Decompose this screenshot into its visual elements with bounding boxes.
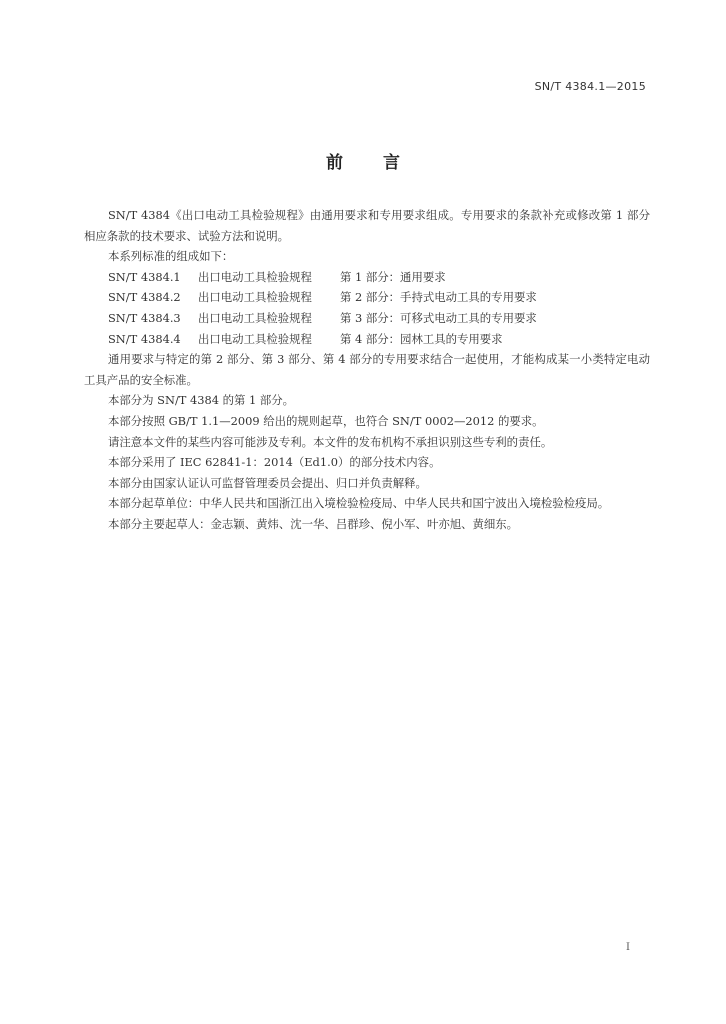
list-item-code: SN/T 4384.1 [108, 269, 181, 284]
paragraph-drafting-rules: 本部分按照 GB/T 1.1—2009 给出的规则起草，也符合 SN/T 0002—2012 的要求。 [108, 413, 544, 428]
list-item-part: 第 2 部分：手持式电动工具的专用要求 [340, 290, 537, 305]
paragraph-adoption: 本部分采用了 IEC 62841-1：2014（Ed1.0）的部分技术内容。 [108, 455, 441, 470]
list-item [84, 329, 650, 350]
foreword-body [84, 205, 650, 535]
paragraph-proposer: 本部分由国家认证认可监督管理委员会提出、归口并负责解释。 [108, 475, 427, 490]
paragraph-patent-notice: 请注意本文件的某些内容可能涉及专利。本文件的发布机构不承担识别这些专利的责任。 [108, 434, 553, 449]
list-item-code: SN/T 4384.2 [108, 290, 181, 305]
list-item-name: 出口电动工具检验规程 [198, 269, 312, 284]
list-item-part: 第 4 部分：园林工具的专用要求 [340, 331, 503, 346]
list-item-name: 出口电动工具检验规程 [198, 310, 312, 325]
paragraph-part-number: 本部分为 SN/T 4384 的第 1 部分。 [108, 393, 295, 408]
list-item-code: SN/T 4384.4 [108, 331, 181, 346]
series-list [84, 267, 650, 349]
standard-code: SN/T 4384.1—2015 [534, 80, 646, 93]
page-title: 前言 [326, 153, 440, 173]
paragraph-intro: SN/T 4384《出口电动工具检验规程》由通用要求和专用要求组成。专用要求的条款补充或修改第 1 部分相应条款的技术要求、试验方法和说明。 [84, 208, 650, 243]
list-item-part: 第 1 部分：通用要求 [340, 269, 446, 284]
list-item-name: 出口电动工具检验规程 [198, 290, 312, 305]
list-item [84, 267, 650, 288]
page-number: I [626, 942, 630, 953]
paragraph-drafters: 本部分主要起草人：金志颖、黄炜、沈一华、吕群珍、倪小军、叶亦旭、黄细东。 [108, 516, 519, 531]
list-item-name: 出口电动工具检验规程 [198, 331, 312, 346]
list-item-code: SN/T 4384.3 [108, 310, 181, 325]
paragraph-usage: 通用要求与特定的第 2 部分、第 3 部分、第 4 部分的专用要求结合一起使用，才能构成某一小类特定电动工具产品的安全标准。 [84, 352, 650, 387]
list-item [84, 308, 650, 329]
paragraph-drafting-units: 本部分起草单位：中华人民共和国浙江出入境检验检疫局、中华人民共和国宁波出入境检验检疫局。 [108, 496, 610, 511]
list-item [84, 287, 650, 308]
paragraph-series-intro: 本系列标准的组成如下： [108, 249, 234, 264]
list-item-part: 第 3 部分：可移式电动工具的专用要求 [340, 310, 537, 325]
